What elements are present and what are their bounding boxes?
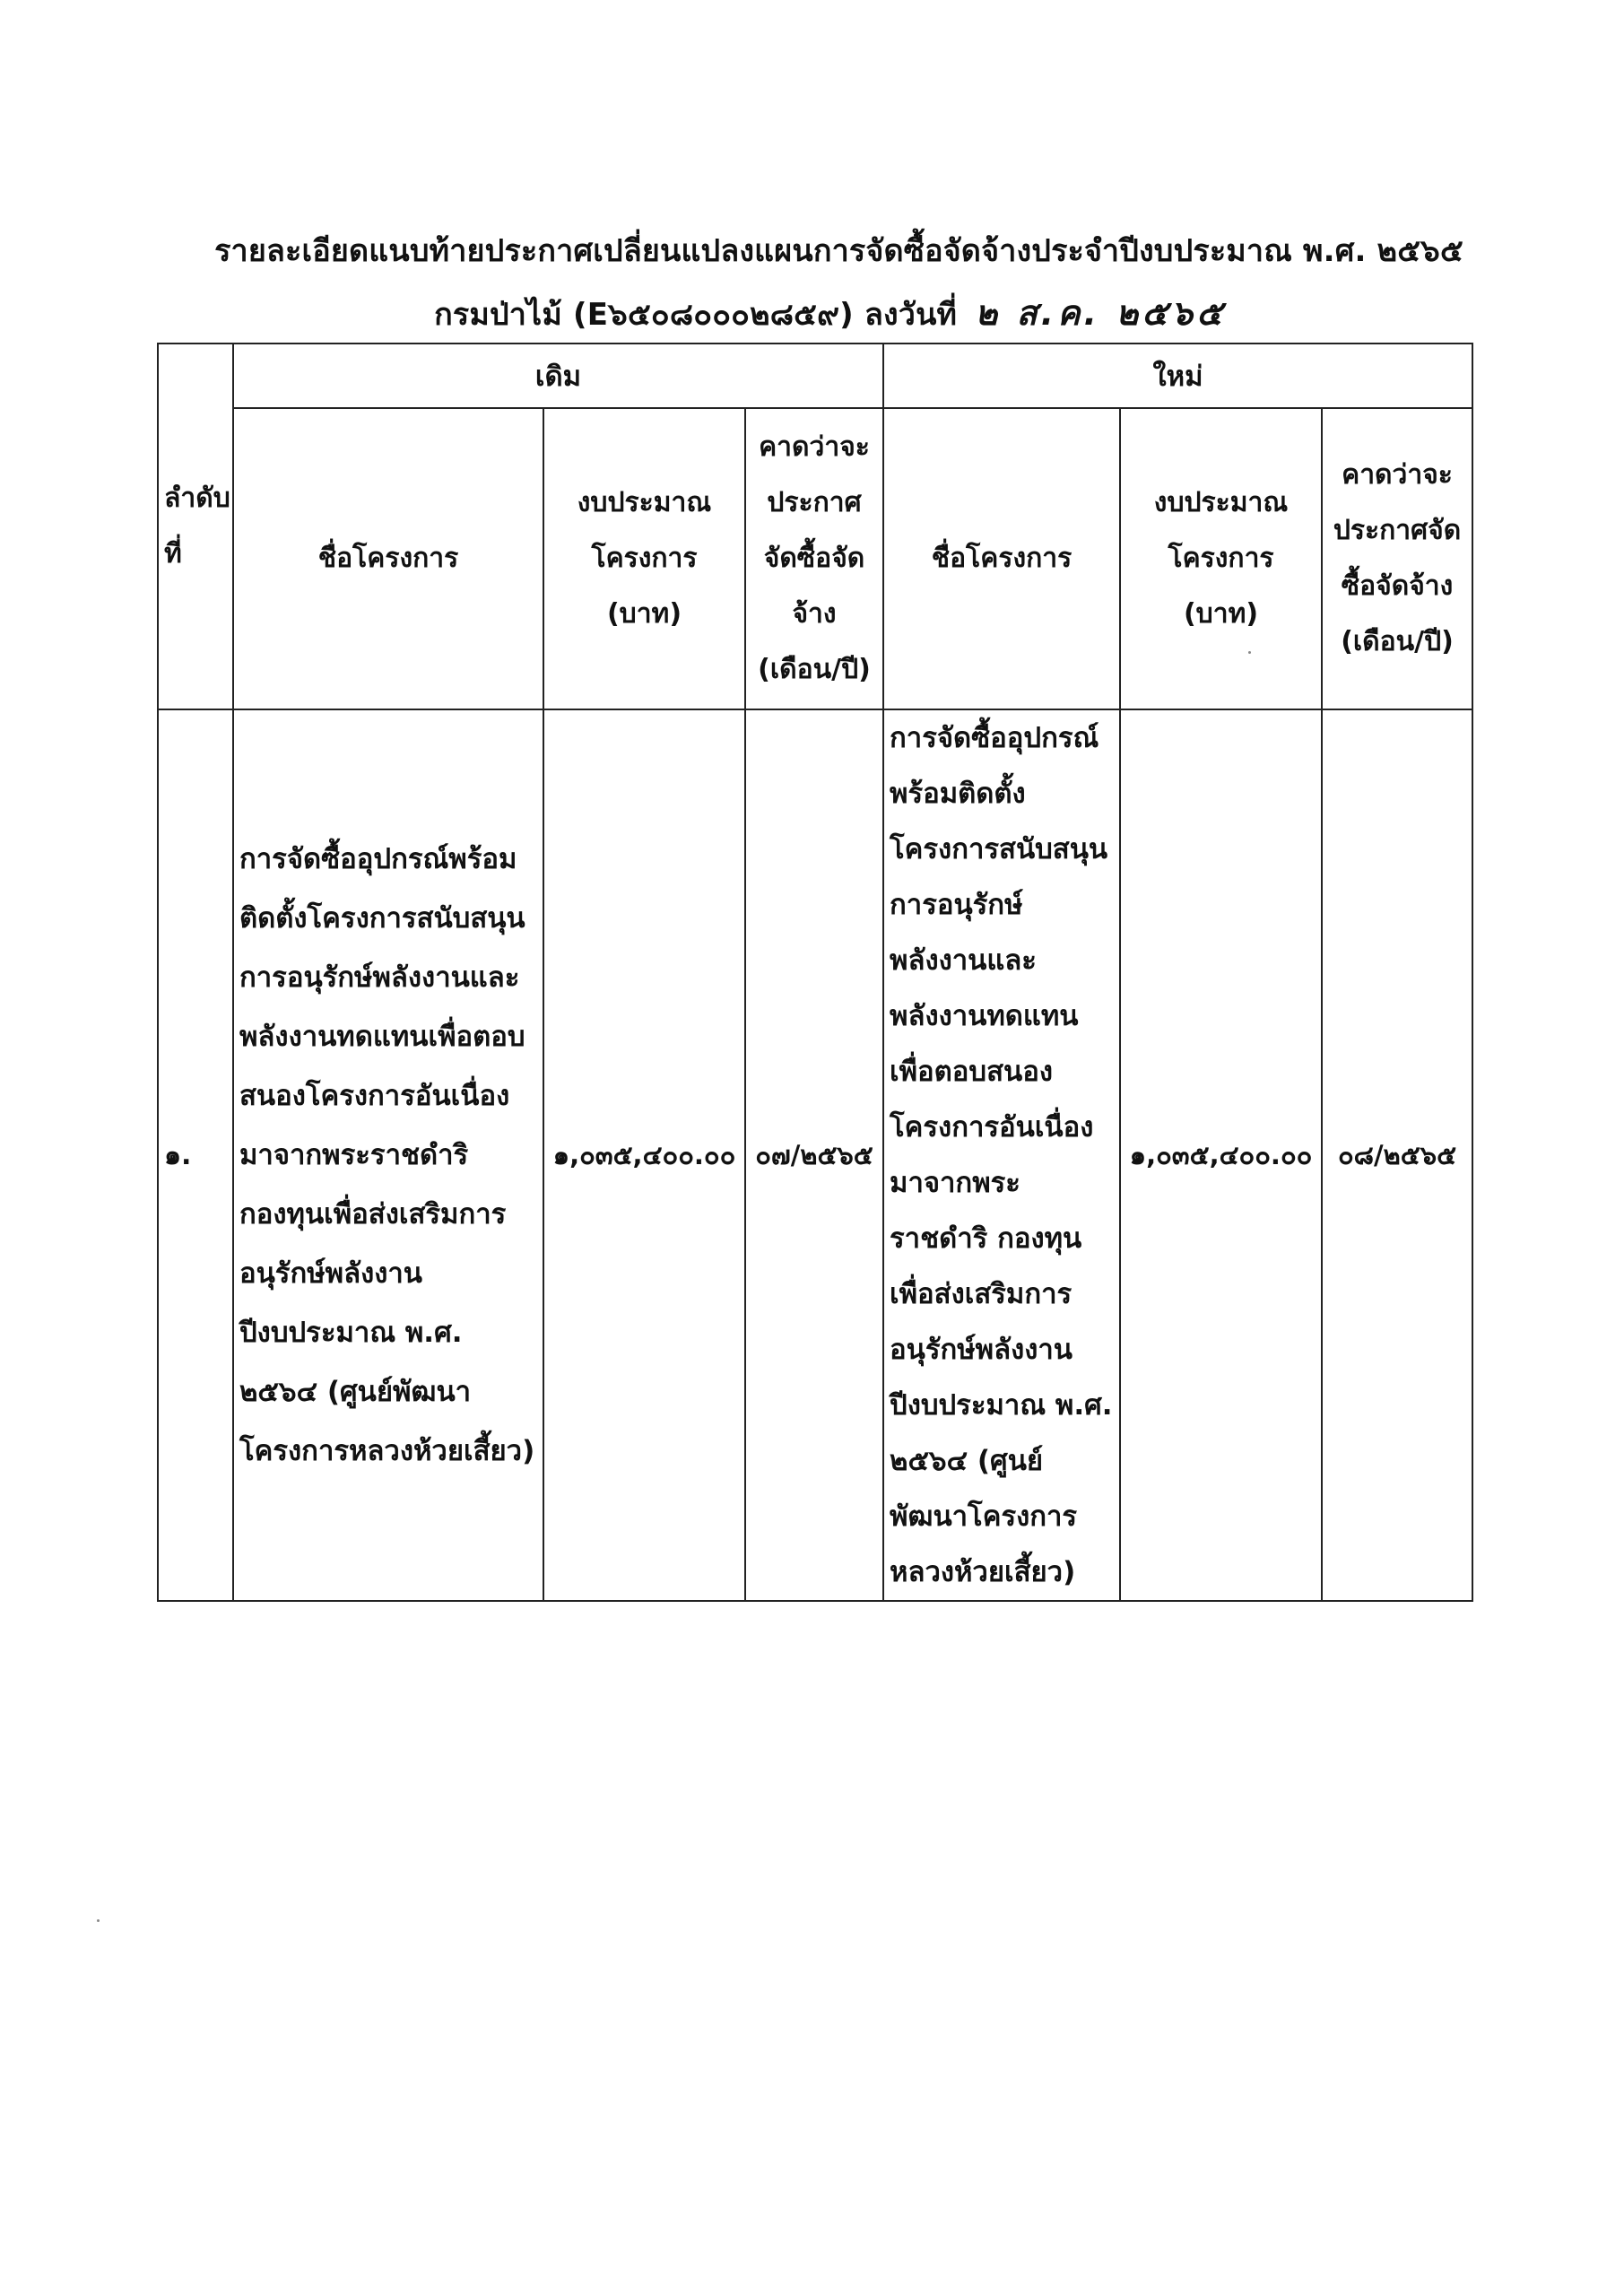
new-project-name: การจัดซื้ออุปกรณ์พร้อมติดตั้งโครงการสนับสนุนการอนุรักษ์พลังงานและพลังงานทดแทนเพื่อตอบสนองโครงการอันเนื่องมาจากพระราชดำริ กองทุนเพื่อส่งเสริมการอนุรักษ์พลังงาน ปีงบประมาณ พ.ศ. ๒๕๖๔ (ศูนย์พัฒนาโครงการหลวงห้วยเสี้ยว) — [883, 709, 1120, 1601]
department-and-ref: กรมป่าไม้ (E๖๕๐๘๐๐๐๒๘๕๙) ลงวันที่ — [434, 297, 958, 333]
handwritten-date: ๒ ส.ค. ๒๕๖๕ — [975, 293, 1226, 333]
header-new-project: ชื่อโครงการ — [883, 408, 1120, 709]
header-old-expected: คาดว่าจะ ประกาศ จัดซื้อจัด จ้าง (เดือน/ปี) — [745, 408, 883, 709]
document-title: รายละเอียดแนบท้ายประกาศเปลี่ยนแปลงแผนการจัดซื้อจัดจ้างประจำปีงบประมาณ พ.ศ. ๒๕๖๕ — [214, 233, 1463, 269]
header-new-budget: งบประมาณ โครงการ (บาท) — [1120, 408, 1322, 709]
table-row — [158, 709, 1472, 1601]
header-seq-no: ลำดับ ที่ — [158, 344, 233, 709]
old-expected-date: ๐๗/๒๕๖๕ — [745, 709, 883, 1601]
old-budget: ๑,๐๓๕,๔๐๐.๐๐ — [543, 709, 745, 1601]
scan-speck — [1248, 651, 1251, 654]
old-project-name: การจัดซื้ออุปกรณ์พร้อมติดตั้งโครงการสนับสนุนการอนุรักษ์พลังงานและพลังงานทดแทนเพื่อตอบสนองโครงการอันเนื่องมาจากพระราชดำริ กองทุนเพื่อส่งเสริมการอนุรักษ์พลังงาน ปีงบประมาณ พ.ศ. ๒๕๖๔ (ศูนย์พัฒนาโครงการหลวงห้วยเสี้ยว) — [233, 709, 543, 1601]
scan-speck — [97, 1919, 100, 1922]
header-group-old: เดิม — [233, 344, 883, 408]
header-old-budget: งบประมาณ โครงการ (บาท) — [543, 408, 745, 709]
header-old-project: ชื่อโครงการ — [233, 408, 543, 709]
document-subtitle — [18, 285, 1624, 340]
header-group-new: ใหม่ — [883, 344, 1472, 408]
header-new-expected: คาดว่าจะ ประกาศจัด ซื้อจัดจ้าง (เดือน/ปี) — [1322, 408, 1472, 709]
new-budget: ๑,๐๓๕,๔๐๐.๐๐ — [1120, 709, 1322, 1601]
procurement-change-table — [157, 343, 1473, 1602]
new-expected-date: ๐๘/๒๕๖๕ — [1322, 709, 1472, 1601]
row-seq-no: ๑. — [158, 709, 233, 1601]
